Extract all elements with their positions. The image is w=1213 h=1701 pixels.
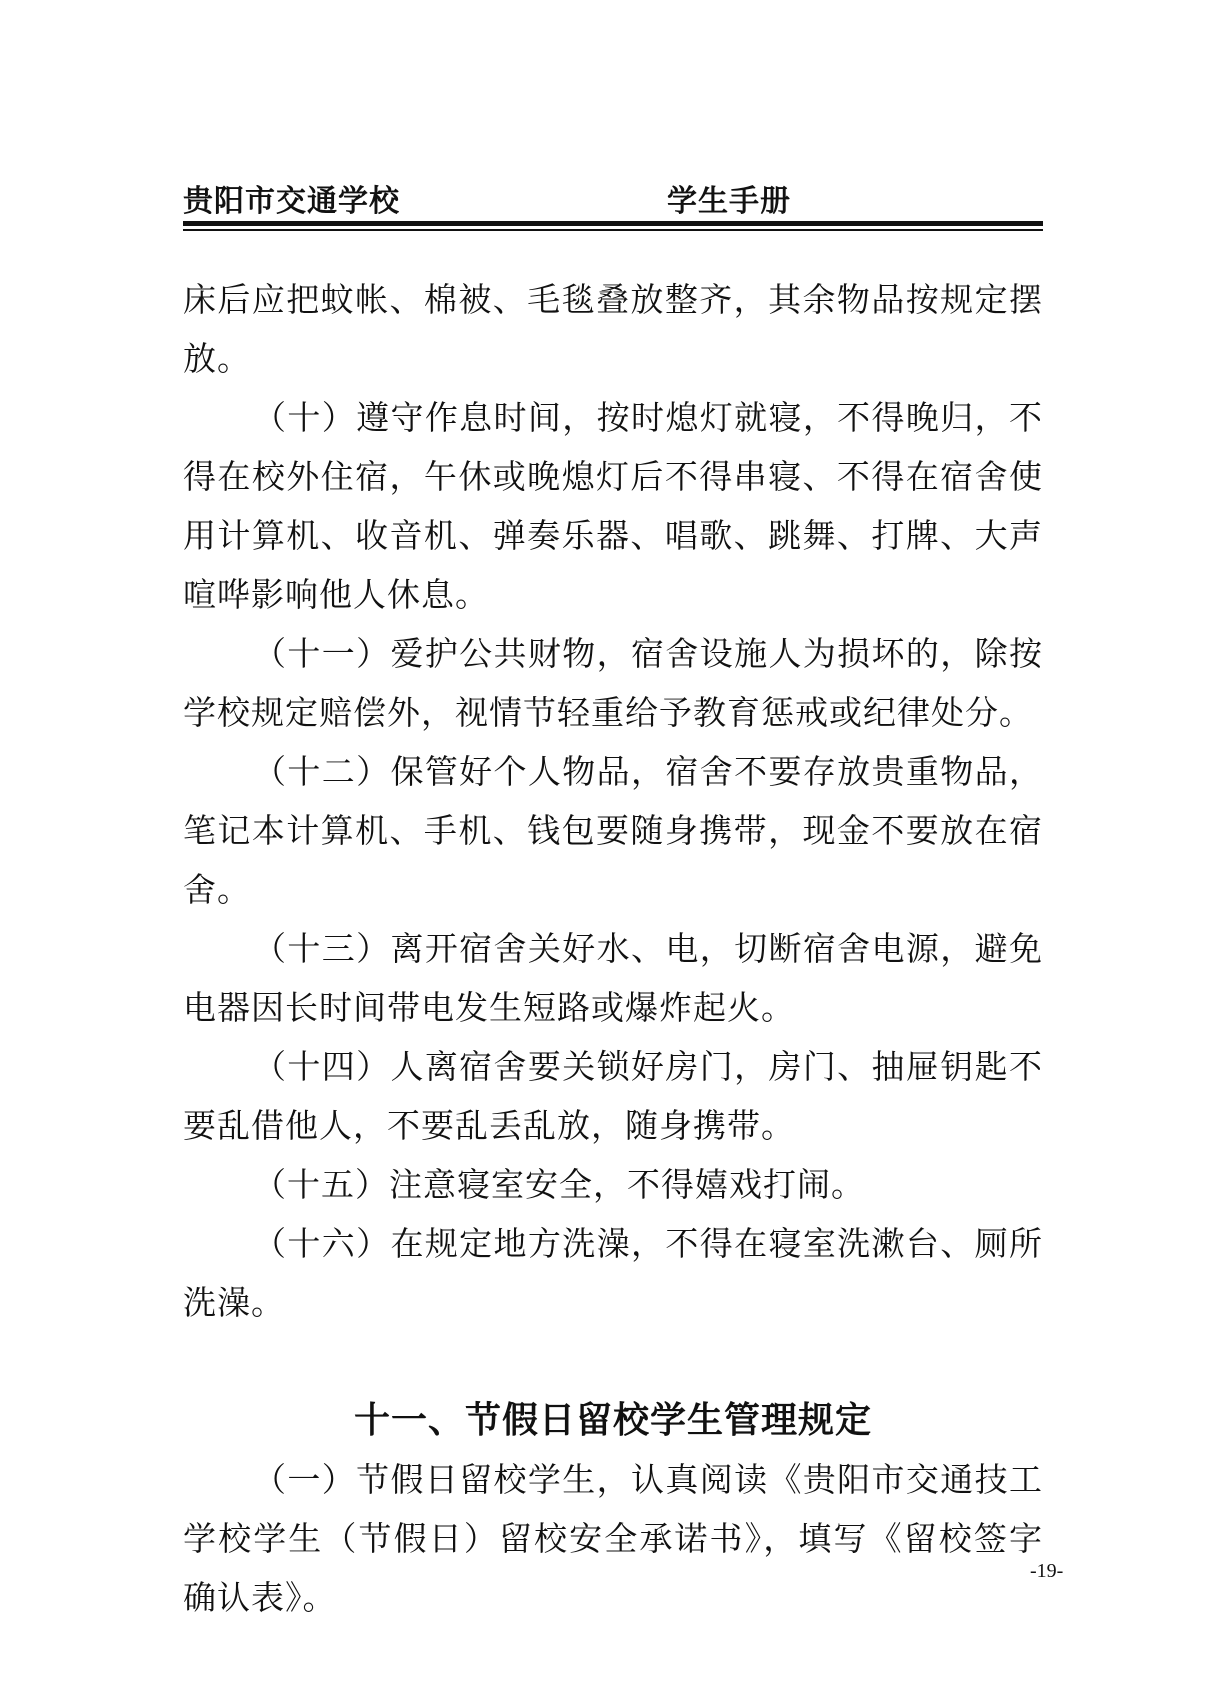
paragraph-rule-12: （十二）保管好个人物品，宿舍不要存放贵重物品，笔记本计算机、手机、钱包要随身携带，现金不要放在宿舍。 xyxy=(183,752,1043,909)
paragraph-section-rule-1: （一）节假日留校学生，认真阅读《贵阳市交通技工学校学生（节假日）留校安全承诺书》，填写《留校签字确认表》。 xyxy=(183,1460,1043,1617)
header-book-title: 学生手册 xyxy=(667,184,791,219)
paragraph-rule-15: （十五）注意寝室安全，不得嬉戏打闹。 xyxy=(253,1165,865,1204)
section-heading: 十一、节假日留校学生管理规定 xyxy=(353,1400,872,1441)
header-rule-thin xyxy=(183,229,1043,231)
page-header xyxy=(183,172,1043,218)
page-body xyxy=(183,270,1043,1627)
paragraph-rule-10: （十）遵守作息时间，按时熄灯就寝，不得晚归，不得在校外住宿，午休或晚熄灯后不得串寝、不得在宿舍使用计算机、收音机、弹奏乐器、唱歌、跳舞、打牌、大声喧哗影响他人休息。 xyxy=(183,398,1043,614)
paragraph-rule-14: （十四）人离宿舍要关锁好房门，房门、抽屉钥匙不要乱借他人，不要乱丢乱放，随身携带。 xyxy=(183,1047,1043,1145)
paragraph-continuation: 床后应把蚊帐、棉被、毛毯叠放整齐，其余物品按规定摆放。 xyxy=(183,280,1043,378)
header-rule-thick xyxy=(183,221,1043,226)
page-number: -19- xyxy=(1030,1560,1064,1582)
paragraph-rule-11: （十一）爱护公共财物，宿舍设施人为损坏的，除按学校规定赔偿外，视情节轻重给予教育惩戒或纪律处分。 xyxy=(183,634,1043,732)
header-school-name: 贵阳市交通学校 xyxy=(183,184,400,219)
paragraph-rule-16: （十六）在规定地方洗澡，不得在寝室洗漱台、厕所洗澡。 xyxy=(183,1224,1043,1322)
paragraph-rule-13: （十三）离开宿舍关好水、电，切断宿舍电源，避免电器因长时间带电发生短路或爆炸起火。 xyxy=(183,929,1043,1027)
